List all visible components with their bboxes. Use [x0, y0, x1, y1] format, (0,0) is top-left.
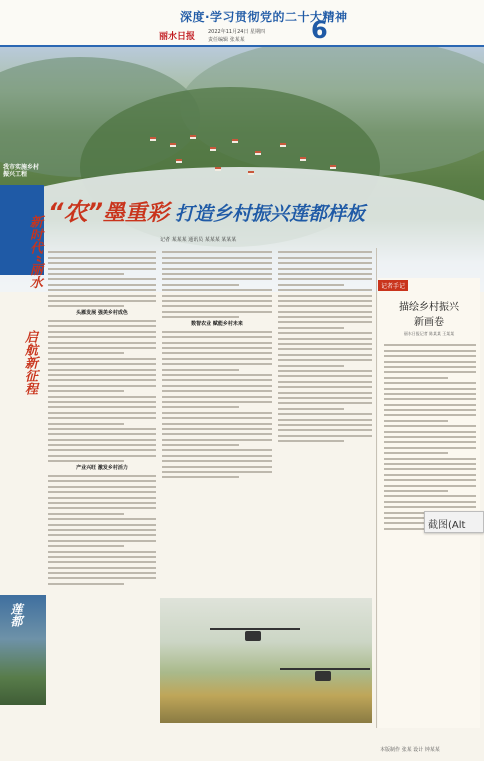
house-icon: [280, 143, 286, 147]
drone-field-photo: [160, 598, 372, 723]
sidebar-title-line1: 描绘乡村振兴: [399, 302, 459, 313]
sidebar-author: 丽水日报记者 陈某某 王某某: [403, 331, 455, 336]
house-icon: [210, 147, 216, 151]
house-icon: [170, 143, 176, 147]
subhead-1: 头雁发展 强美乡村成色: [76, 310, 128, 317]
drone-icon: [280, 668, 370, 676]
vertical-slogan-bottom: 启航新征程: [22, 330, 37, 395]
headline-part3: 打造乡村振兴莲都样板: [174, 203, 365, 225]
house-icon: [176, 159, 182, 163]
house-icon: [255, 151, 261, 155]
page-header: [0, 0, 484, 46]
editor-credit: 责任编辑 张某某: [208, 37, 245, 43]
page-footer: 本版制作 张某 设计 钟某某: [380, 747, 440, 753]
house-icon: [330, 165, 336, 169]
landscape-photo: [0, 595, 46, 705]
drone-icon: [210, 628, 300, 636]
sidebar-tag: 记者手记: [378, 280, 408, 291]
headline-part1: “农”: [48, 198, 103, 226]
house-icon: [232, 139, 238, 143]
sidebar-title-line2: 新画卷: [414, 317, 444, 328]
byline: 记者 某某某 通讯员 某某某 某某某: [160, 237, 237, 243]
column-divider: [376, 248, 377, 728]
issue-date: 2022年11月24日 星期四: [208, 29, 266, 35]
subhead-2: 产业兴旺 激发乡村活力: [76, 465, 128, 472]
house-icon: [215, 167, 221, 171]
vertical-slogan-top: 新时代“丽水: [27, 215, 42, 289]
screenshot-tooltip[interactable]: 截图(Alt: [424, 511, 484, 533]
reporter-notes-sidebar: [378, 278, 480, 728]
article-column-1: [48, 248, 156, 753]
headline-part2: 墨重彩: [102, 201, 169, 226]
page-number: 6: [311, 16, 328, 44]
house-icon: [150, 137, 156, 141]
subhead-3: 数智农业 赋能乡村未来: [191, 321, 243, 328]
newspaper-logo: 丽水日报: [159, 32, 196, 42]
side-title: 我市实施乡村振兴工程: [3, 164, 40, 178]
main-headline: [48, 192, 478, 232]
house-icon: [248, 171, 254, 175]
house-icon: [300, 157, 306, 161]
house-icon: [190, 135, 196, 139]
section-title: 深度·学习贯彻党的二十大精神: [180, 10, 348, 24]
landscape-photo-caption: 莲都: [9, 603, 23, 627]
